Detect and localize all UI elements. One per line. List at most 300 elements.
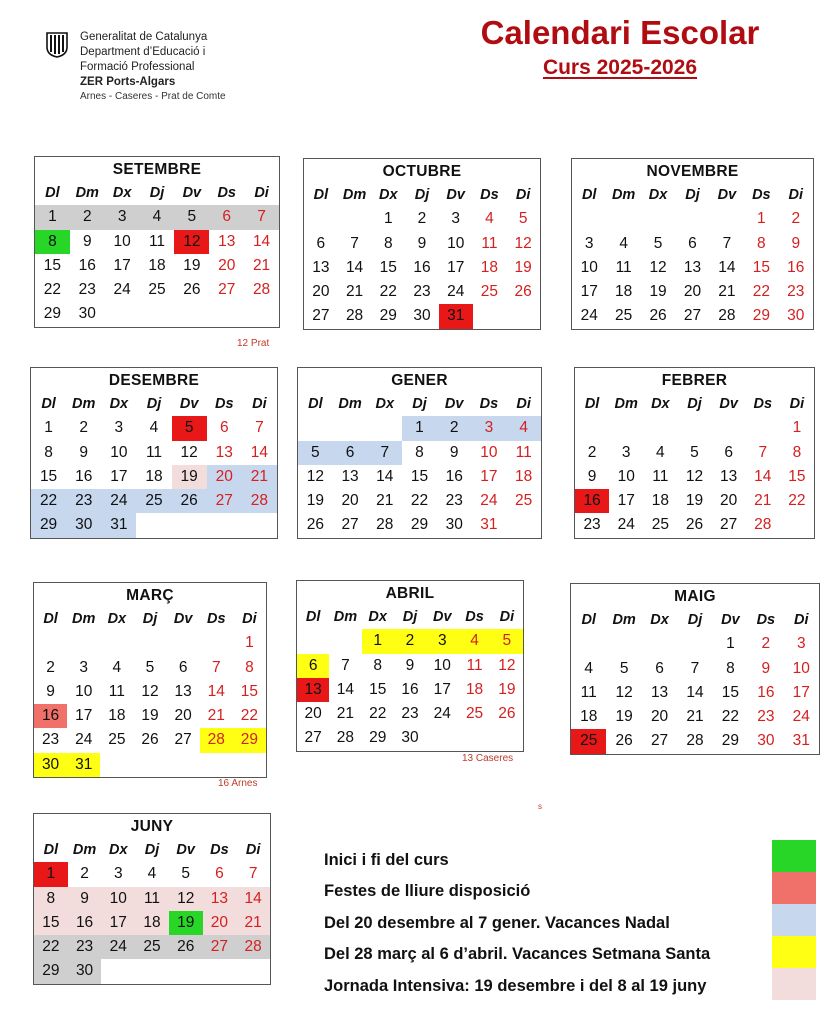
day-cell: 3 [451, 210, 461, 228]
weekday-header: Dm [75, 185, 99, 201]
day-cell: 17 [447, 258, 465, 276]
weekday-header: Ds [753, 396, 773, 412]
weekday-header: Dj [146, 396, 162, 412]
day-cell: 24 [617, 516, 635, 534]
day-cell: 24 [792, 708, 810, 726]
day-cell: 14 [718, 258, 736, 276]
day-cell: 30 [66, 513, 101, 537]
weekday-header: Dj [685, 187, 700, 203]
day-cell: 3 [472, 416, 507, 440]
weekday-header: Di [254, 185, 269, 201]
day-cell: 30 [34, 753, 67, 777]
day-cell: 9 [417, 234, 427, 252]
day-cell: 25 [465, 705, 484, 723]
day-cell: 29 [34, 959, 68, 983]
day-cell: 13 [683, 258, 702, 276]
day-cell: 20 [203, 911, 237, 935]
day-cell: 11 [515, 443, 532, 461]
day-cell: 6 [316, 234, 326, 252]
empty-cell [329, 629, 361, 653]
day-cell: 20 [218, 256, 236, 274]
weekday-header: Dv [444, 396, 464, 412]
weekday-header: Di [515, 187, 531, 203]
empty-cell [677, 632, 712, 656]
day-cell: 29 [369, 729, 387, 747]
day-cell: 19 [183, 256, 201, 274]
day-cell: 1 [245, 634, 254, 652]
day-cell: 16 [445, 467, 463, 485]
day-cell: 31 [439, 304, 473, 328]
day-cell: 26 [498, 705, 516, 723]
day-cell: 8 [415, 443, 424, 461]
day-cell: 25 [148, 281, 166, 299]
day-cell: 26 [306, 516, 324, 534]
day-cell: 25 [135, 935, 169, 959]
day-cell: 4 [140, 205, 175, 229]
day-cell: 13 [174, 682, 192, 700]
day-cell: 15 [240, 682, 259, 700]
day-cell: 6 [655, 659, 664, 677]
legend-label: Festes de lliure disposició [324, 882, 531, 900]
day-cell: 6 [219, 419, 229, 437]
day-cell: 7 [722, 234, 732, 252]
weekday-header: Ds [207, 611, 226, 627]
empty-cell [677, 416, 711, 440]
day-cell: 27 [304, 729, 322, 747]
day-cell: 25 [615, 307, 633, 325]
day-cell: 30 [787, 307, 805, 325]
day-cell: 1 [402, 416, 437, 440]
day-cell: 14 [376, 467, 394, 485]
day-cell: 4 [656, 443, 665, 461]
day-cell: 17 [617, 492, 635, 510]
day-cell: 15 [379, 258, 397, 276]
day-cell: 31 [792, 732, 810, 750]
weekday-header: Dv [173, 611, 193, 627]
day-cell: 23 [413, 283, 431, 301]
day-cell: 17 [792, 683, 810, 701]
day-cell: 5 [181, 865, 191, 883]
day-cell: 15 [721, 683, 740, 701]
weekday-header: Dm [611, 187, 636, 203]
weekday-header: Dl [581, 187, 597, 203]
day-cell: 1 [35, 205, 70, 229]
day-cell: 11 [466, 656, 483, 674]
generalitat-logo-icon [46, 32, 68, 58]
day-cell: 1 [383, 210, 393, 228]
page-subtitle: Curs 2025-2026 [542, 56, 698, 79]
empty-cell [571, 632, 606, 656]
day-cell: 23 [757, 708, 775, 726]
day-cell: 26 [649, 307, 667, 325]
weekday-header: Dm [333, 609, 358, 625]
day-cell: 1 [726, 635, 735, 653]
weekday-header: Dm [614, 396, 638, 412]
empty-cell [642, 632, 677, 656]
day-cell: 2 [587, 443, 597, 461]
day-cell: 5 [653, 234, 663, 252]
day-cell: 21 [345, 283, 364, 301]
day-cell: 2 [791, 210, 801, 228]
zer-name: ZER Ports-Algars [80, 76, 176, 88]
weekday-header: Ds [210, 842, 229, 858]
day-cell: 12 [141, 682, 159, 700]
day-cell: 1 [44, 419, 53, 437]
empty-cell [298, 416, 333, 440]
day-cell: 21 [207, 707, 225, 725]
day-cell: 10 [617, 467, 635, 485]
day-cell: 19 [169, 911, 203, 935]
day-cell: 21 [376, 492, 394, 510]
day-cell: 15 [43, 256, 62, 274]
empty-cell [304, 207, 338, 231]
day-cell: 3 [621, 443, 631, 461]
weekday-header: Dv [719, 396, 738, 412]
day-cell: 6 [724, 443, 733, 461]
day-cell: 4 [112, 658, 122, 676]
day-grid [34, 838, 270, 984]
day-cell: 22 [369, 705, 387, 723]
day-cell: 8 [726, 659, 735, 677]
day-cell: 18 [465, 680, 484, 698]
legend-label: Del 28 març al 6 d’abril. Vacances Setmana Santa [324, 945, 711, 963]
day-cell: 29 [721, 732, 740, 750]
empty-cell [67, 631, 100, 655]
month-name: NOVEMBRE [646, 163, 739, 180]
empty-cell [746, 416, 780, 440]
legend-swatch [772, 840, 816, 872]
day-cell: 18 [651, 492, 669, 510]
day-cell: 26 [685, 516, 704, 534]
day-cell: 28 [345, 307, 364, 325]
day-cell: 11 [652, 467, 669, 485]
day-cell: 24 [75, 731, 93, 749]
day-cell: 23 [401, 705, 419, 723]
day-cell: 5 [690, 443, 699, 461]
weekday-header: Dl [305, 609, 321, 625]
weekday-header: Ds [752, 187, 771, 203]
weekday-header: Dj [687, 396, 702, 412]
day-cell: 2 [80, 865, 89, 883]
day-cell: 4 [458, 629, 490, 653]
day-cell: 21 [252, 256, 271, 274]
weekday-header: Dl [313, 187, 329, 203]
day-cell: 16 [68, 911, 102, 935]
day-cell: 1 [757, 210, 766, 228]
weekday-header: Dl [41, 396, 56, 412]
day-cell: 13 [720, 467, 738, 485]
day-cell: 27 [207, 489, 242, 513]
day-cell: 23 [787, 283, 805, 301]
day-cell: 26 [141, 731, 159, 749]
day-grid [31, 392, 277, 538]
weekday-header: Dl [43, 611, 58, 627]
day-cell: 9 [761, 659, 771, 677]
day-cell: 29 [379, 307, 397, 325]
month-name: MARÇ [126, 587, 174, 604]
day-cell: 4 [506, 416, 541, 440]
day-cell: 20 [174, 707, 192, 725]
weekday-header: Dx [107, 611, 127, 627]
day-cell: 3 [114, 419, 124, 437]
day-cell: 2 [417, 210, 427, 228]
page-subtitle-wrap [440, 56, 800, 80]
month-gener [297, 367, 542, 539]
weekday-header: Di [252, 396, 267, 412]
weekday-header: Dl [43, 842, 59, 858]
weekday-header: Dv [433, 609, 452, 625]
day-grid [575, 392, 814, 538]
empty-cell [200, 631, 233, 655]
empty-cell [297, 629, 329, 653]
day-cell: 19 [514, 258, 532, 276]
day-cell: 28 [376, 516, 394, 534]
day-grid [304, 183, 540, 329]
day-cell: 22 [788, 492, 806, 510]
day-cell: 7 [255, 419, 264, 437]
weekday-header: Dv [446, 187, 465, 203]
day-cell: 17 [113, 256, 131, 274]
day-cell: 19 [498, 680, 516, 698]
day-cell: 28 [754, 516, 772, 534]
day-cell: 14 [250, 443, 269, 461]
day-cell: 13 [312, 258, 330, 276]
day-grid [34, 607, 266, 777]
day-cell: 20 [304, 705, 322, 723]
weekday-header: Dj [687, 612, 703, 628]
day-cell: 4 [619, 234, 628, 252]
day-cell: 9 [46, 682, 55, 700]
day-cell: 8 [245, 658, 254, 676]
month-marc [33, 582, 267, 778]
day-cell: 17 [433, 680, 451, 698]
day-cell: 10 [433, 656, 451, 674]
day-cell: 5 [145, 658, 155, 676]
day-cell: 3 [426, 629, 458, 653]
empty-cell [338, 207, 372, 231]
day-cell: 19 [306, 492, 324, 510]
day-cell: 3 [796, 635, 806, 653]
weekday-header: Dx [368, 609, 387, 625]
day-cell: 5 [491, 629, 523, 653]
day-cell: 7 [350, 234, 359, 252]
day-cell: 2 [46, 658, 55, 676]
month-name: GENER [391, 372, 448, 389]
day-cell: 1 [792, 419, 802, 437]
day-cell: 30 [413, 307, 431, 325]
day-cell: 8 [35, 230, 70, 254]
day-cell: 26 [172, 489, 207, 513]
month-name: SETEMBRE [112, 161, 202, 178]
weekday-header: Dj [402, 609, 418, 625]
empty-cell [100, 631, 133, 655]
day-cell: 12 [174, 230, 209, 254]
day-grid [571, 608, 819, 754]
day-cell: 27 [174, 731, 192, 749]
day-cell: 22 [410, 492, 429, 510]
weekday-header: Di [242, 611, 257, 627]
day-cell: 17 [110, 467, 128, 485]
day-cell: 3 [584, 234, 594, 252]
weekday-header: Dm [72, 842, 97, 858]
day-cell: 23 [41, 731, 60, 749]
day-cell: 12 [169, 887, 203, 911]
day-cell: 5 [619, 659, 629, 677]
day-cell: 1 [34, 862, 68, 886]
day-cell: 25 [480, 283, 499, 301]
day-cell: 3 [79, 658, 89, 676]
day-cell: 13 [203, 887, 237, 911]
day-cell: 11 [145, 443, 163, 461]
day-cell: 16 [75, 467, 93, 485]
day-cell: 24 [101, 489, 136, 513]
note-abril: 13 Caseres [462, 753, 514, 764]
day-grid [297, 605, 523, 751]
day-cell: 26 [183, 281, 201, 299]
legend-label: Jornada Intensiva: 19 desembre i del 8 al 19 juny [324, 977, 707, 995]
day-cell: 25 [571, 729, 606, 753]
day-cell: 10 [101, 887, 135, 911]
weekday-header: Dl [45, 185, 60, 201]
day-cell: 13 [218, 232, 236, 250]
month-name: ABRIL [385, 585, 435, 602]
day-cell: 27 [203, 935, 237, 959]
day-cell: 29 [43, 305, 62, 323]
day-cell: 7 [341, 656, 350, 674]
day-cell: 14 [236, 887, 270, 911]
weekday-header: Dv [721, 612, 740, 628]
day-cell: 9 [68, 887, 102, 911]
day-cell: 7 [248, 865, 258, 883]
day-cell: 12 [180, 443, 198, 461]
weekday-header: Ds [479, 396, 499, 412]
weekday-header: Dm [72, 396, 96, 412]
month-name: MAIG [674, 588, 716, 605]
empty-cell [572, 207, 606, 231]
day-cell: 21 [718, 283, 736, 301]
day-cell: 21 [336, 705, 355, 723]
day-cell: 22 [31, 489, 66, 513]
legend-swatch [772, 968, 816, 1000]
day-cell: 20 [341, 492, 359, 510]
weekday-header: Dm [612, 612, 636, 628]
weekday-header: Dv [717, 187, 737, 203]
note-marc: 16 Arnes [218, 778, 258, 789]
weekday-header: Ds [756, 612, 776, 628]
empty-cell [641, 207, 675, 231]
weekday-header: Dv [182, 185, 202, 201]
month-name: DESEMBRE [108, 372, 200, 389]
day-cell: 9 [405, 656, 415, 674]
legend-swatch [772, 872, 816, 904]
day-cell: 31 [67, 753, 100, 777]
day-cell: 22 [240, 707, 259, 725]
day-cell: 11 [580, 683, 597, 701]
day-cell: 18 [135, 911, 169, 935]
month-desembre [30, 367, 278, 539]
month-octubre [303, 158, 541, 330]
day-cell: 4 [485, 210, 494, 228]
day-cell: 29 [410, 516, 429, 534]
day-cell: 8 [383, 234, 393, 252]
day-cell: 2 [437, 416, 472, 440]
day-cell: 14 [754, 467, 772, 485]
day-cell: 30 [68, 959, 102, 983]
day-cell: 9 [449, 443, 459, 461]
day-cell: 6 [333, 441, 368, 465]
day-cell: 5 [172, 416, 207, 440]
day-cell: 22 [43, 281, 62, 299]
day-cell: 24 [433, 705, 451, 723]
day-cell: 17 [580, 283, 598, 301]
weekday-header: Dj [414, 187, 430, 203]
month-setembre [34, 156, 280, 328]
day-cell: 27 [218, 281, 236, 299]
empty-cell [34, 631, 67, 655]
day-cell: 12 [514, 234, 532, 252]
day-cell: 23 [68, 935, 102, 959]
weekday-header: Dx [112, 185, 132, 201]
day-cell: 2 [70, 205, 105, 229]
day-cell: 17 [480, 467, 498, 485]
day-cell: 20 [683, 283, 702, 301]
org-line1: Generalitat de Catalunya [80, 31, 208, 43]
day-cell: 23 [78, 281, 96, 299]
day-cell: 3 [105, 205, 140, 229]
day-cell: 22 [34, 935, 68, 959]
day-cell: 18 [515, 467, 533, 485]
day-cell: 6 [215, 865, 224, 883]
weekday-header: Dx [651, 396, 670, 412]
legend-swatch [772, 936, 816, 968]
day-cell: 17 [101, 911, 135, 935]
day-cell: 2 [79, 419, 89, 437]
day-cell: 23 [66, 489, 101, 513]
day-cell: 7 [758, 443, 768, 461]
day-cell: 9 [82, 232, 92, 250]
day-cell: 8 [373, 656, 383, 674]
zer-towns: Arnes - Caseres - Prat de Comte [80, 91, 226, 102]
day-cell: 10 [447, 234, 465, 252]
month-name: FEBRER [661, 372, 728, 389]
day-cell: 30 [401, 729, 419, 747]
empty-cell [643, 416, 677, 440]
day-cell: 22 [379, 283, 397, 301]
weekday-header: Dl [584, 396, 600, 412]
day-cell: 27 [312, 307, 330, 325]
weekday-header: Di [499, 609, 515, 625]
day-cell: 10 [110, 443, 128, 461]
day-cell: 9 [587, 467, 597, 485]
empty-cell [606, 632, 641, 656]
day-cell: 25 [651, 516, 669, 534]
day-cell: 10 [75, 682, 93, 700]
day-cell: 8 [792, 443, 802, 461]
day-cell: 21 [236, 911, 270, 935]
day-cell: 6 [178, 658, 188, 676]
day-cell: 24 [447, 283, 465, 301]
weekday-header: Dv [179, 396, 199, 412]
day-cell: 17 [75, 707, 93, 725]
day-cell: 7 [211, 658, 221, 676]
day-cell: 20 [720, 492, 738, 510]
day-cell: 16 [413, 258, 431, 276]
day-cell: 18 [148, 256, 166, 274]
day-cell: 18 [108, 707, 126, 725]
day-cell: 16 [787, 258, 805, 276]
month-juny [33, 813, 271, 985]
day-cell: 30 [78, 305, 96, 323]
